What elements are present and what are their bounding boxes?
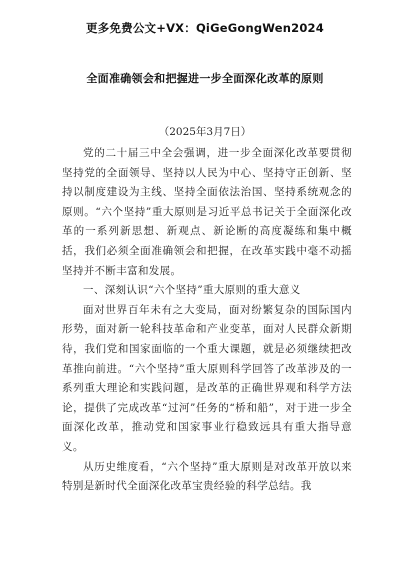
paragraph-historical: 从历史维度看，“六个坚持”重大原则是对改革开放以来特别是新时代全面深化改革宝贵经验的科学总结。我 [62,460,352,493]
paragraph-intro: 党的二十届三中全会强调，进一步全面深化改革要贯彻坚持党的全面领导、坚持以人民为中心、坚持守正创新、坚持以制度建设为主线、坚持全面依法治国、坚持系统观念的原则。“六个坚持”重大原则是习近平总书记关于全面深化改革的一系列新思想、新观点、新论断的高度凝练和集中概括，我们必须全面准确领会和把握，在改革实践中毫不动摇坚持并不断丰富和发展。 [62,147,352,277]
document-date: （2025年3月7日） [158,126,252,138]
watermark-text: 更多免费公文+VX：QiGeGongWen2024 [86,21,324,35]
document-title: 全面准确领会和把握进一步全面深化改革的原则 [86,72,324,85]
section-heading-1: 一、深刻认识“六个坚持”重大原则的重大意义 [83,284,301,297]
paragraph-significance: 面对世界百年未有之大变局，面对纷繁复杂的国际国内形势，面对新一轮科技革命和产业变革，面对人民群众新期待，我们党和国家面临的一个重大课题，就是必须继续把改革推向前进。“六个坚持”重大原则科学回答了改革涉及的一系列重大理论和实践问题，是改革的正确世界观和科学方法论，提供了完成改革“过河”任务的“桥和船”，对于进一步全面深化改革，推动党和国家事业行稳致远具有重大指导意义。 [62,303,352,453]
document-body [62,144,352,497]
